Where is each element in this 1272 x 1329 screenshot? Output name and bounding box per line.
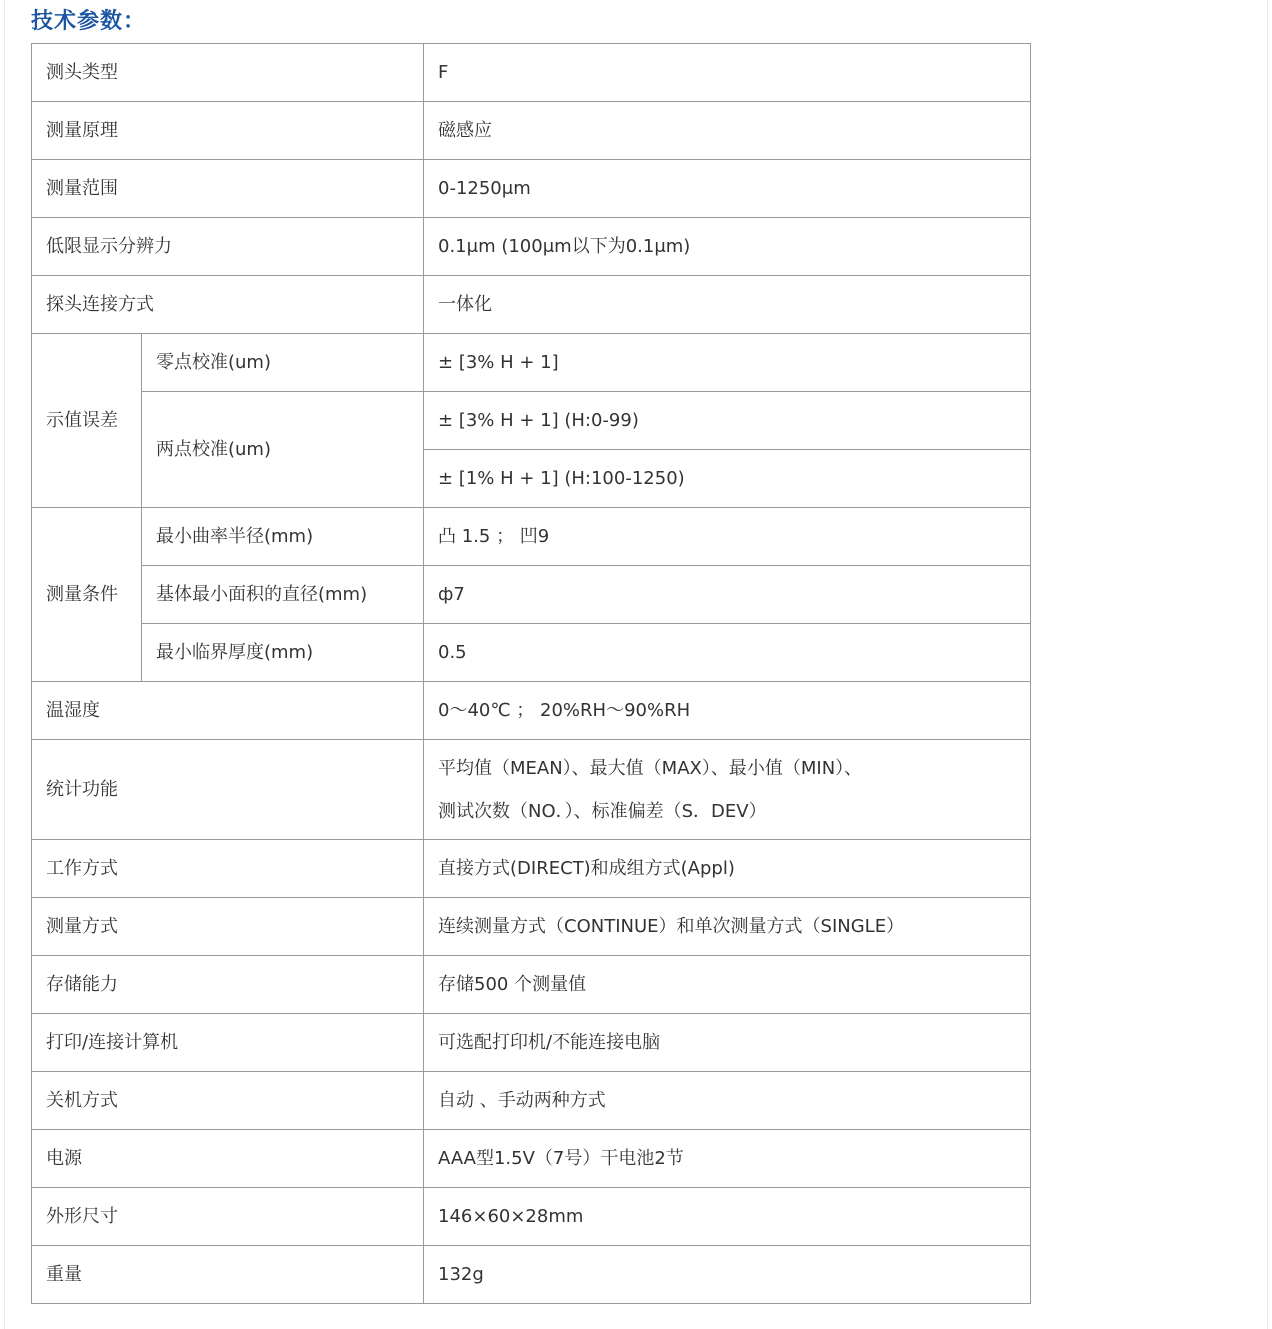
row-label: 打印/连接计算机 — [32, 1014, 424, 1072]
spec-table — [31, 43, 1031, 1304]
row-value: 0～40℃ ； 20%RH～90%RH — [424, 682, 1031, 740]
table-row — [32, 218, 1031, 276]
table-row — [32, 508, 1031, 566]
table-row — [32, 160, 1031, 218]
row-value: 0.1μm (100μm以下为0.1μm) — [424, 218, 1031, 276]
row-label: 温湿度 — [32, 682, 424, 740]
row-value: 直接方式(DIRECT)和成组方式(Appl) — [424, 840, 1031, 898]
row-value: 可选配打印机/不能连接电脑 — [424, 1014, 1031, 1072]
table-row — [32, 898, 1031, 956]
table-row — [32, 956, 1031, 1014]
group-label-error: 示值误差 — [32, 334, 142, 508]
row-value: 存储500 个测量值 — [424, 956, 1031, 1014]
table-row — [32, 1246, 1031, 1304]
row-value: AAA型1.5V（7号）干电池2节 — [424, 1130, 1031, 1188]
row-value: 连续测量方式（CONTINUE）和单次测量方式（SINGLE） — [424, 898, 1031, 956]
row-label: 测量方式 — [32, 898, 424, 956]
row-value: ± [3% H + 1] (H:0-99) — [424, 392, 1031, 450]
row-label: 测头类型 — [32, 44, 424, 102]
table-row — [32, 1014, 1031, 1072]
row-label: 存储能力 — [32, 956, 424, 1014]
row-value: ± [1% H + 1] (H:100-1250) — [424, 450, 1031, 508]
table-row — [32, 740, 1031, 840]
table-row — [32, 44, 1031, 102]
row-label: 测量范围 — [32, 160, 424, 218]
stats-line-1: 平均值（MEAN）、最大值（MAX）、最小值（MIN）、 — [438, 757, 863, 779]
table-row — [32, 334, 1031, 392]
row-value: 0.5 — [424, 624, 1031, 682]
table-row — [32, 624, 1031, 682]
row-label: 外形尺寸 — [32, 1188, 424, 1246]
row-value: 132g — [424, 1246, 1031, 1304]
row-value: 自动 、手动两种方式 — [424, 1072, 1031, 1130]
row-label: 探头连接方式 — [32, 276, 424, 334]
row-label: 统计功能 — [32, 740, 424, 840]
table-row — [32, 276, 1031, 334]
row-value-multiline — [424, 740, 1031, 840]
row-value: 凸 1.5 ； 凹9 — [424, 508, 1031, 566]
table-row — [32, 1072, 1031, 1130]
row-label: 工作方式 — [32, 840, 424, 898]
row-label: 重量 — [32, 1246, 424, 1304]
sub-label: 最小曲率半径(mm) — [142, 508, 424, 566]
row-label: 低限显示分辨力 — [32, 218, 424, 276]
section-title: 技术参数： — [31, 9, 147, 34]
table-row — [32, 392, 1031, 450]
row-value: ф7 — [424, 566, 1031, 624]
group-label-conditions: 测量条件 — [32, 508, 142, 682]
table-row — [32, 1188, 1031, 1246]
row-label: 电源 — [32, 1130, 424, 1188]
stats-line-2: 测试次数（NO．）、标准偏差（S．DEV） — [438, 800, 767, 822]
sub-label: 基体最小面积的直径(mm) — [142, 566, 424, 624]
table-row — [32, 102, 1031, 160]
row-value: ± [3% H + 1] — [424, 334, 1031, 392]
row-value: 一体化 — [424, 276, 1031, 334]
table-row — [32, 682, 1031, 740]
row-value: 146×60×28mm — [424, 1188, 1031, 1246]
sub-label: 零点校准(um) — [142, 334, 424, 392]
table-row — [32, 1130, 1031, 1188]
table-row — [32, 566, 1031, 624]
table-row — [32, 840, 1031, 898]
row-label: 关机方式 — [32, 1072, 424, 1130]
row-value: 磁感应 — [424, 102, 1031, 160]
row-value: F — [424, 44, 1031, 102]
row-value: 0-1250μm — [424, 160, 1031, 218]
sub-label: 两点校准(um) — [142, 392, 424, 508]
row-label: 测量原理 — [32, 102, 424, 160]
sub-label: 最小临界厚度(mm) — [142, 624, 424, 682]
